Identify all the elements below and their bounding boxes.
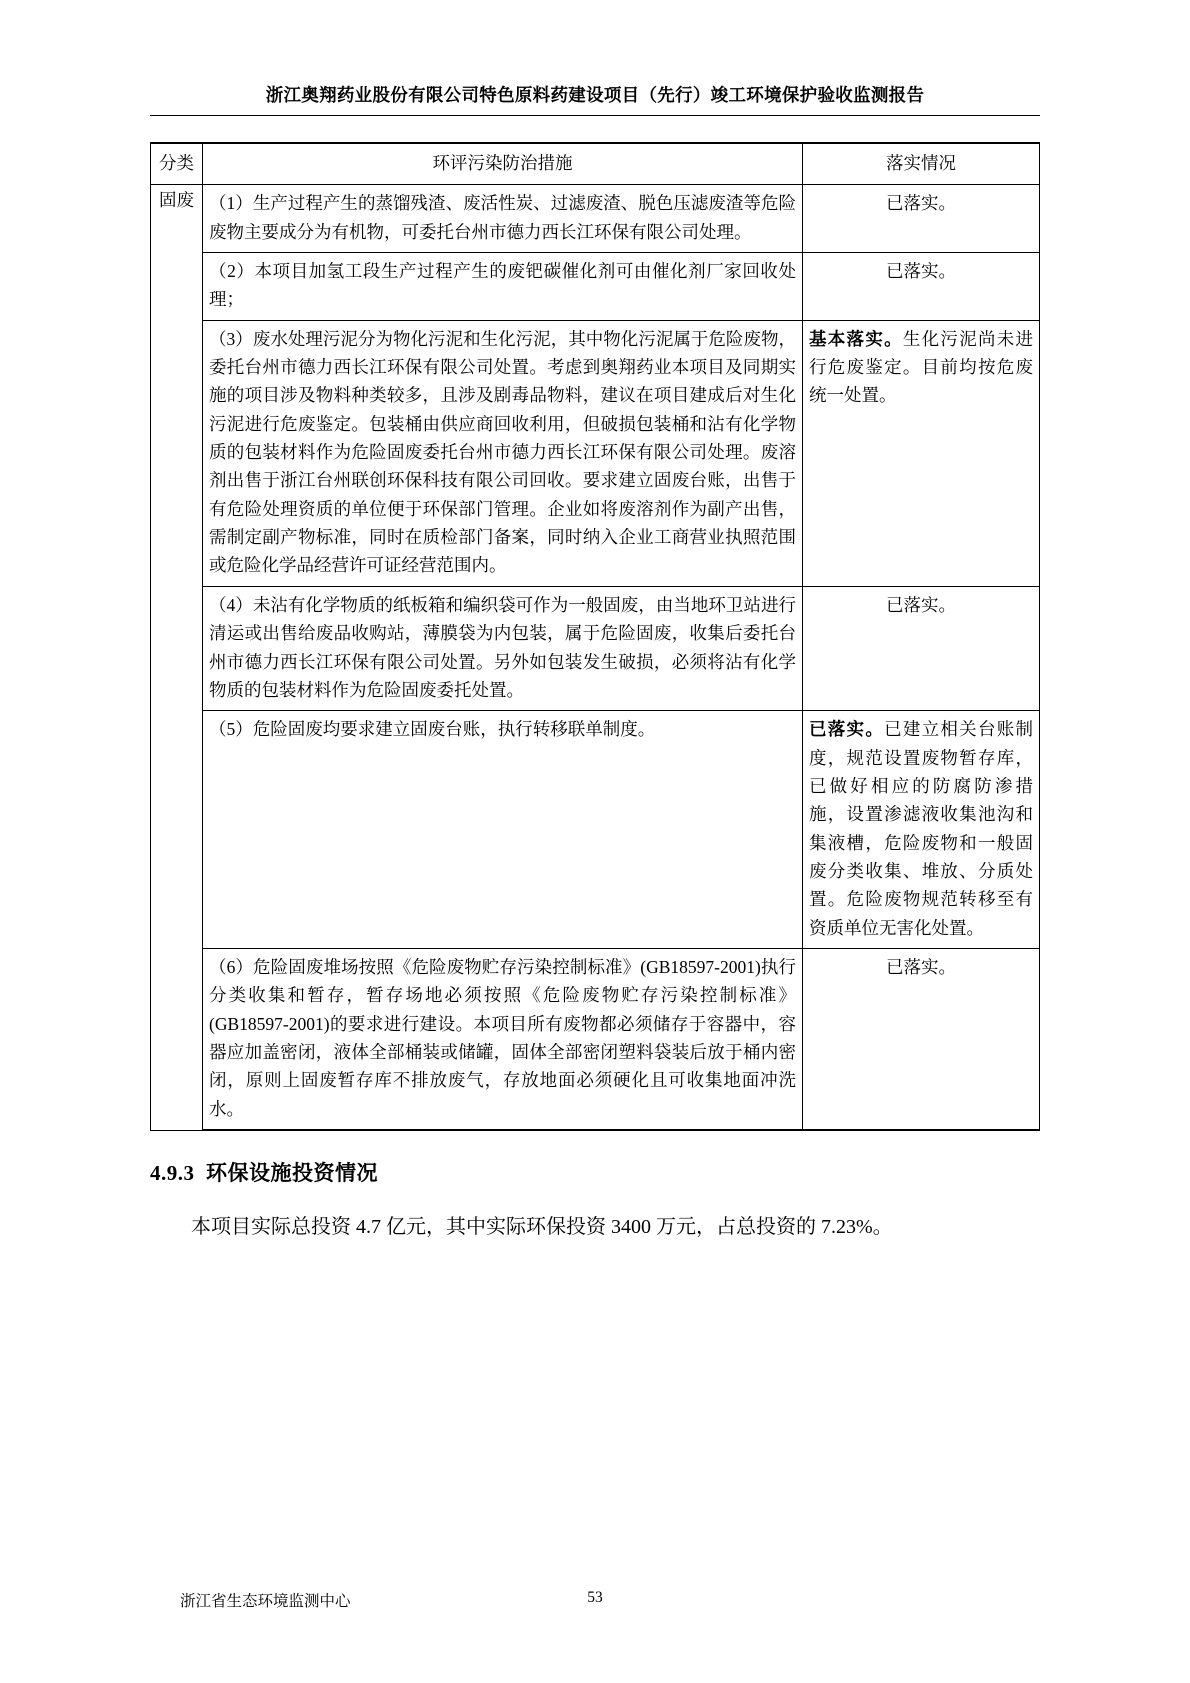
table-header-row: [151, 143, 1040, 185]
status-5-detail: 已建立相关台账制度，规范设置废物暂存库，已做好相应的防腐防渗措施，设置渗滤液收集池沟和集液槽，危险废物和一般固废分类收集、堆放、分质处置。危险废物规范转移至有资质单位无害化处置。: [809, 719, 1034, 938]
table-row: [151, 586, 1040, 710]
column-header-status: 落实情况: [803, 143, 1040, 185]
status-cell-2: 已落实。: [803, 253, 1040, 321]
status-cell-6: 已落实。: [803, 948, 1040, 1130]
table-row: [151, 711, 1040, 949]
section-paragraph: 本项目实际总投资 4.7 亿元，其中实际环保投资 3400 万元，占总投资的 7.23%。: [191, 1216, 893, 1238]
category-cell-solid-waste: 固废: [151, 185, 203, 1130]
measure-cell-3: （3）废水处理污泥分为物化污泥和生化污泥，其中物化污泥属于危险废物，委托台州市德力西长江环保有限公司处置。考虑到奥翔药业本项目及同期实施的项目涉及物料种类较多，且涉及剧毒品物料，建议在项目建成后对生化污泥进行危废鉴定。包装桶由供应商回收利用，但破损包装桶和沾有化学物质的包装材料作为危险固废委托台州市德力西长江环保有限公司处理。废溶剂出售于浙江台州联创环保科技有限公司回收。要求建立固废台账，出售于有危险处理资质的单位便于环保部门管理。企业如将废溶剂作为副产出售，需制定副产物标准，同时在质检部门备案，同时纳入企业工商营业执照范围或危险化学品经营许可证经营范围内。: [203, 320, 803, 586]
column-header-category: 分类: [151, 143, 203, 185]
status-cell-5: [803, 711, 1040, 949]
header-title: 浙江奥翔药业股份有限公司特色原料药建设项目（先行）竣工环境保护验收监测报告: [265, 85, 925, 105]
measure-cell-1: （1）生产过程产生的蒸馏残渣、废活性炭、过滤废渣、脱色压滤废渣等危险废物主要成分为有机物，可委托台州市德力西长江环保有限公司处理。: [203, 185, 803, 253]
table-row: [151, 185, 1040, 253]
column-header-measure: 环评污染防治措施: [203, 143, 803, 185]
section-title-text: 环保设施投资情况: [206, 1161, 378, 1185]
table-row: [151, 948, 1040, 1130]
section-heading: [150, 1157, 1040, 1187]
table-row: [151, 320, 1040, 586]
status-3-highlight: 基本落实。: [809, 328, 903, 349]
footer-page-number: 53: [587, 1589, 603, 1606]
table-row: [151, 253, 1040, 321]
section-number: 4.9.3: [150, 1161, 195, 1185]
status-cell-1: 已落实。: [803, 185, 1040, 253]
measure-cell-5: （5）危险固废均要求建立固废台账，执行转移联单制度。: [203, 711, 803, 949]
pollution-control-table: [150, 142, 1040, 1131]
page-footer: [150, 1589, 1040, 1611]
header-rule: [150, 115, 1040, 116]
footer-organization: 浙江省生态环境监测中心: [180, 1593, 351, 1610]
measure-cell-6: （6）危险固废堆场按照《危险废物贮存污染控制标准》(GB18597-2001)执行分类收集和暂存，暂存场地必须按照《危险废物贮存污染控制标准》(GB18597-2001)的要求进行建设。本项目所有废物都必须储存于容器中，容器应加盖密闭，液体全部桶装或储罐，固体全部密闭塑料袋装后放于桶内密闭，原则上固废暂存库不排放废气，存放地面必须硬化且可收集地面冲洗水。: [203, 948, 803, 1130]
measure-cell-2: （2）本项目加氢工段生产过程产生的废钯碳催化剂可由催化剂厂家回收处理；: [203, 253, 803, 321]
measure-cell-4: （4）未沾有化学物质的纸板箱和编织袋可作为一般固废，由当地环卫站进行清运或出售给废品收购站，薄膜袋为内包装，属于危险固废，收集后委托台州市德力西长江环保有限公司处置。另外如包装发生破损，必须将沾有化学物质的包装材料作为危险固废委托处置。: [203, 586, 803, 710]
document-header: [150, 0, 1040, 116]
status-cell-4: 已落实。: [803, 586, 1040, 710]
status-5-highlight: 已落实。: [809, 719, 885, 740]
status-3-detail: 生化污泥尚未进行危废鉴定。目前均按危废统一处置。: [809, 328, 1034, 406]
status-cell-3: [803, 320, 1040, 586]
